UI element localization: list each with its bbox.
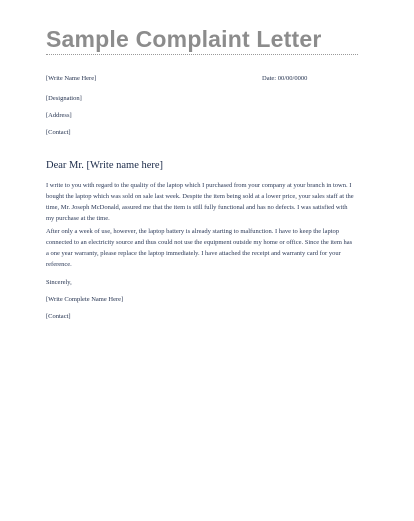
salutation: Dear Mr. [Write name here]	[46, 160, 164, 171]
sender-contact: [Contact]	[46, 129, 71, 136]
sender-name: [Write Name Here]	[46, 75, 97, 82]
signer-contact: [Contact]	[46, 313, 71, 320]
sender-address: [Address]	[46, 112, 72, 119]
signer-name: [Write Complete Name Here]	[46, 296, 124, 303]
body-paragraph-1: I write to you with regard to the quality of the laptop which I purchased from your company at your branch in town. I bought the laptop which was sold on sale last week. Despite the item being sold at a lower price, your sales staff at the time, Mr. Joseph McDonald, assured me that the item is still fully functional and has no defects. I was satisfied with my purchase at the time.	[46, 182, 354, 222]
page-title: Sample Complaint Letter	[46, 26, 322, 52]
sign-off: Sincerely,	[46, 279, 72, 286]
letter-date: Date: 00/00/0000	[262, 75, 308, 82]
body-paragraph-2: After only a week of use, however, the laptop battery is already starting to malfunction. I have to keep the laptop connected to an electricity source and thus could not use the equipment outside my home or office. Since the item has a one year warranty, please replace the laptop immediately. I have attached the receipt and warranty card for your reference.	[46, 228, 353, 268]
title-divider	[46, 54, 358, 55]
sender-designation: [Designation]	[46, 95, 82, 102]
